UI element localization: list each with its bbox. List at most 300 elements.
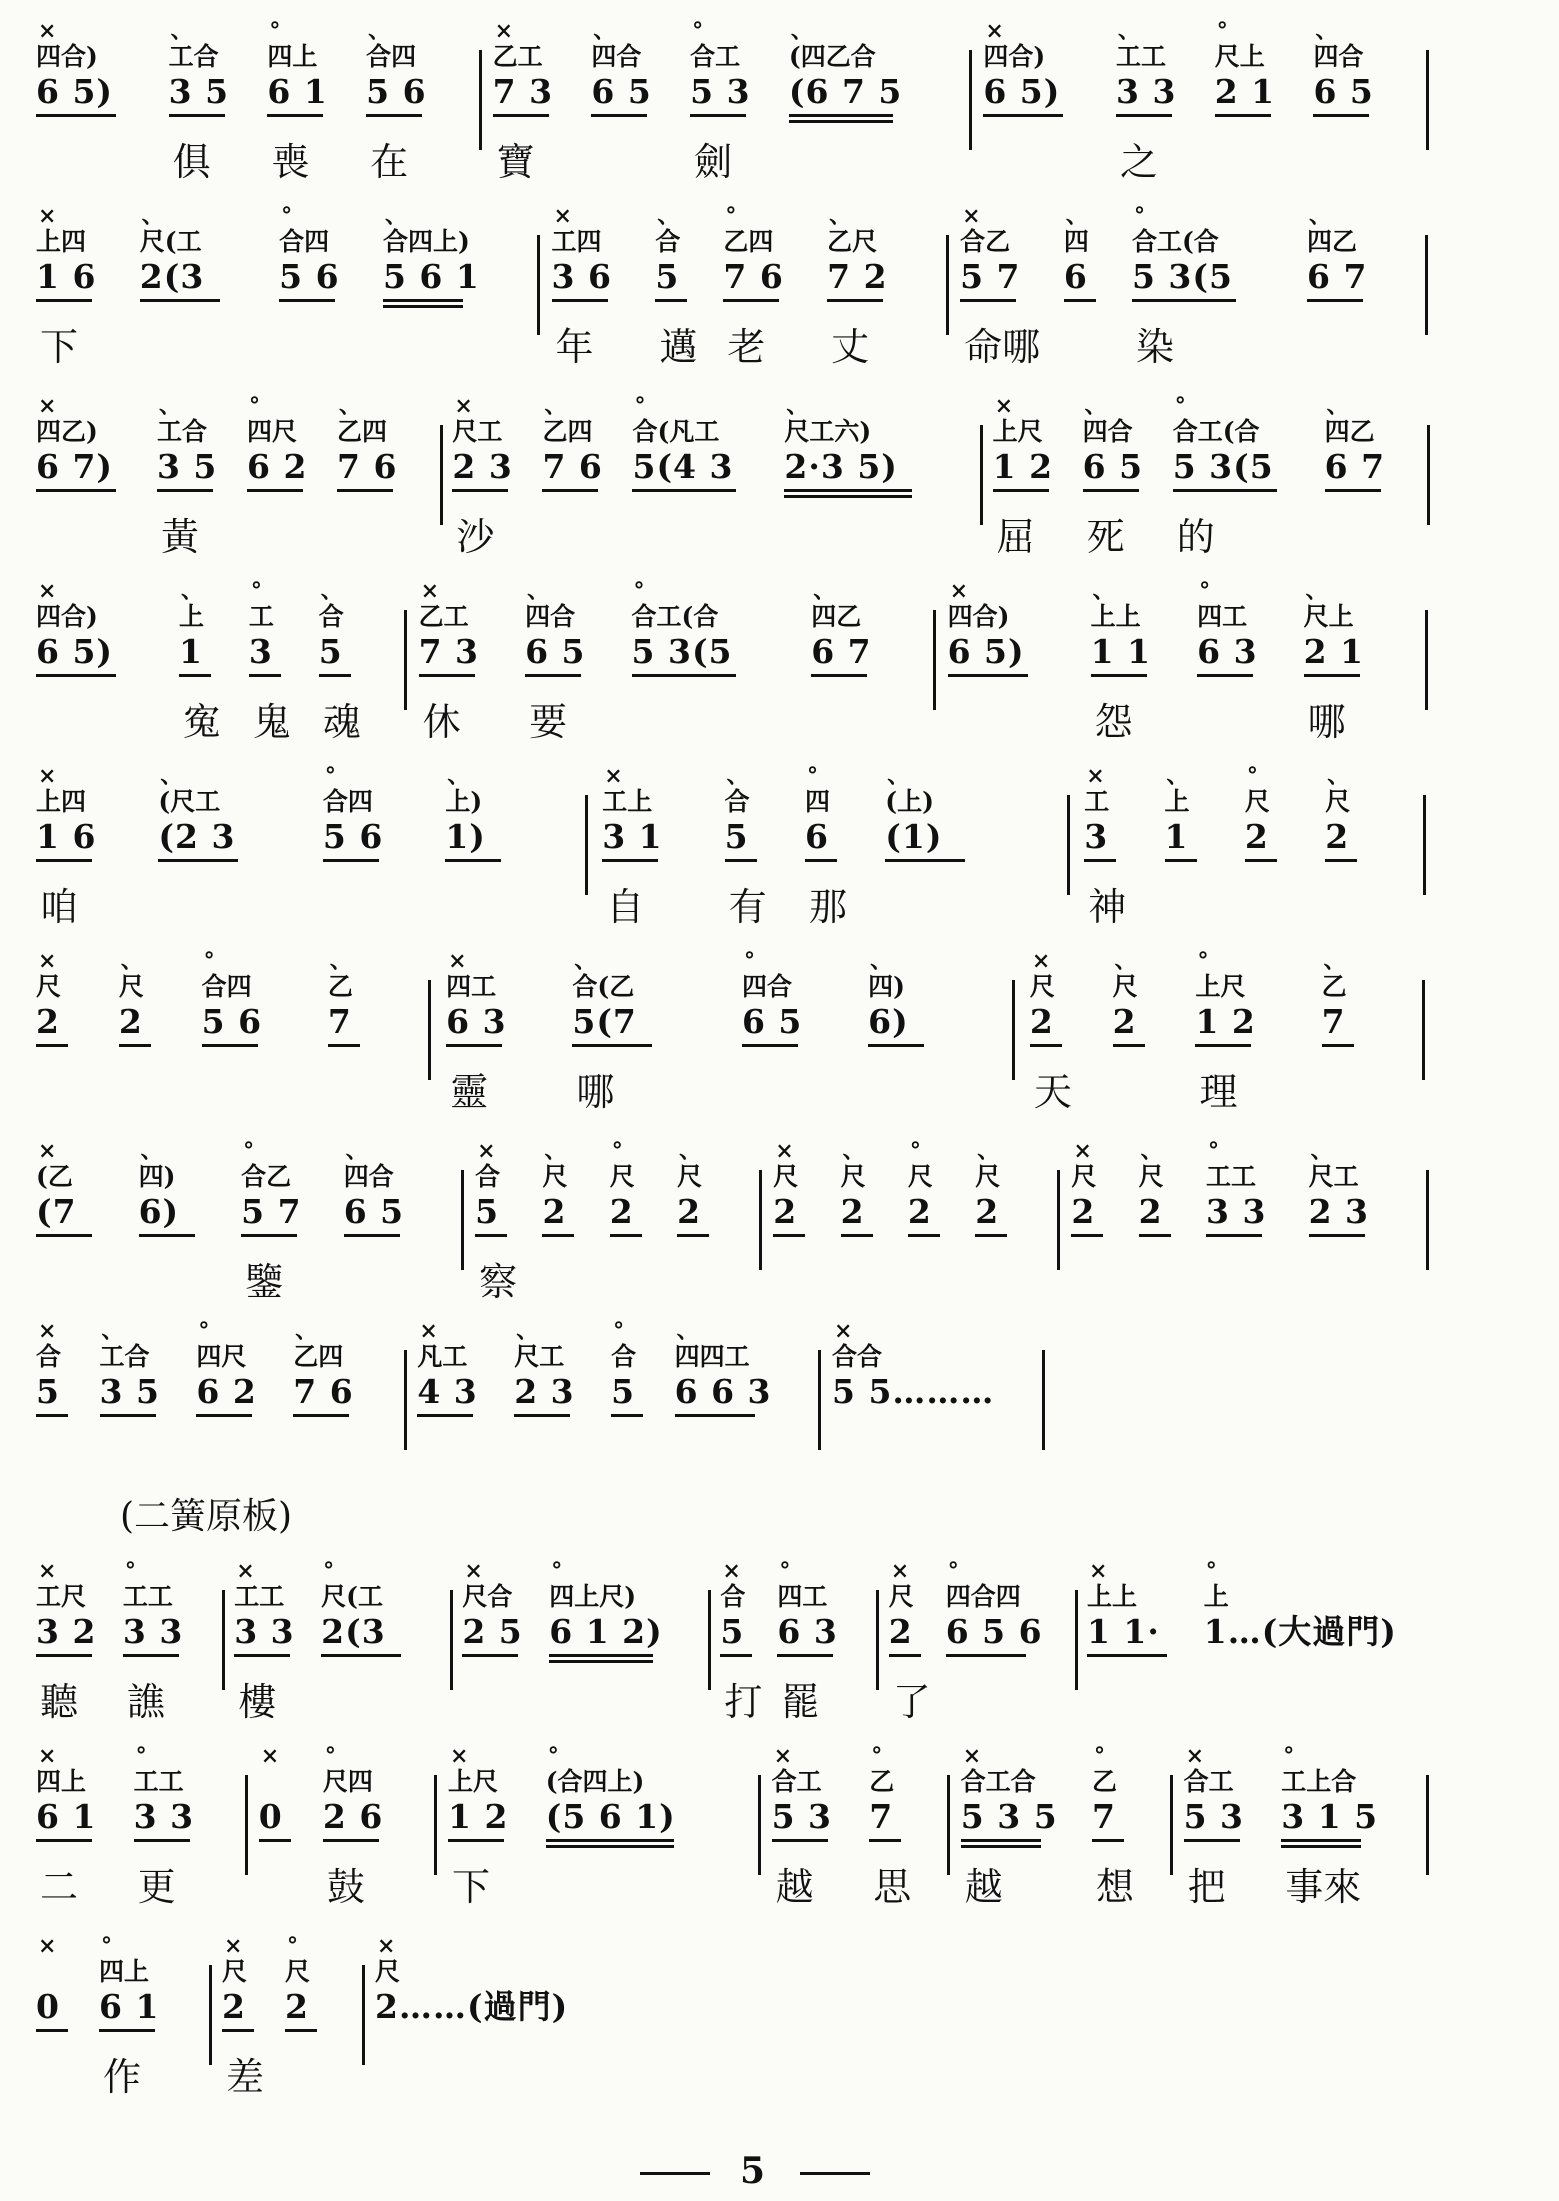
rhythm-underline — [448, 1839, 504, 1842]
gongche-notation: 合工 — [771, 1767, 822, 1796]
gongche-notation: 工上合 — [1281, 1767, 1357, 1796]
rhythm-underline — [1184, 1839, 1240, 1842]
lyric-text: 俱 — [172, 140, 211, 184]
beat-marker: × — [834, 1318, 853, 1344]
beat-marker: ° — [124, 1558, 136, 1584]
beat-marker: 、 — [141, 203, 164, 229]
beat-marker: ° — [135, 1743, 147, 1769]
lyric-text: 了 — [892, 1680, 931, 1724]
beat-marker: 、 — [1166, 763, 1189, 789]
rhythm-underline — [36, 1044, 68, 1047]
lyric-text: 怨 — [1094, 700, 1133, 744]
gongche-notation: 尺 — [222, 1957, 248, 1986]
lyric-text: 寶 — [496, 140, 535, 184]
beat-marker: ° — [250, 578, 262, 604]
gongche-notation: 工合 — [168, 42, 219, 71]
jianpu-notation: 6 5 — [343, 1192, 405, 1231]
jianpu-notation: 3 3 — [1116, 72, 1177, 111]
jianpu-notation: 7 — [1321, 1002, 1346, 1041]
gongche-notation: 四 — [1063, 227, 1089, 256]
beat-marker: × — [236, 1558, 255, 1584]
rhythm-underline — [1087, 1654, 1167, 1657]
rhythm-underline — [777, 1654, 833, 1657]
gongche-notation: 尺 — [840, 1162, 866, 1191]
gongche-notation: 合 — [655, 227, 681, 256]
jianpu-notation: 2 — [773, 1192, 798, 1231]
rhythm-underline — [36, 489, 116, 492]
rhythm-underline — [247, 489, 303, 492]
gongche-notation: 上尺 — [448, 1767, 499, 1796]
rhythm-underline — [908, 1234, 940, 1237]
gongche-notation: 乙工 — [492, 42, 543, 71]
beat-marker: × — [38, 1743, 57, 1769]
gongche-notation: 尺 — [118, 972, 144, 1001]
jianpu-notation: 3 2 — [36, 1612, 97, 1651]
rhythm-underline — [36, 299, 92, 302]
rhythm-underline — [1116, 114, 1172, 117]
barline — [1170, 1775, 1173, 1875]
jianpu-notation: 6 5) — [983, 72, 1061, 111]
jianpu-notation: 6 1 — [36, 1797, 97, 1836]
beat-marker: × — [1073, 1138, 1092, 1164]
lyric-text: 天 — [1033, 1070, 1072, 1114]
rhythm-underline — [285, 2029, 317, 2032]
rhythm-underline — [1139, 1234, 1171, 1237]
jianpu-notation: 6 5) — [36, 632, 114, 671]
barline — [708, 1590, 711, 1690]
gongche-notation: 四上 — [36, 1767, 87, 1796]
rhythm-underline — [572, 1044, 652, 1047]
gongche-notation: 工 — [1084, 787, 1110, 816]
beat-marker: 、 — [842, 1138, 865, 1164]
beat-marker: ° — [324, 1743, 336, 1769]
gongche-notation: 四合 — [1082, 417, 1133, 446]
rhythm-underline — [36, 859, 92, 862]
gongche-notation: 合工(合 — [1131, 227, 1219, 256]
jianpu-notation: 6 3 — [1197, 632, 1258, 671]
barline — [362, 1965, 365, 2065]
jianpu-notation: 6 3 — [446, 1002, 507, 1041]
beat-marker: 、 — [813, 578, 836, 604]
gongche-notation: 四尺 — [196, 1342, 247, 1371]
jianpu-notation: 1…(大過門) — [1203, 1612, 1397, 1651]
barline — [1427, 425, 1430, 525]
gongche-notation: 乙 — [1092, 1767, 1118, 1796]
jianpu-notation: 5 — [475, 1192, 500, 1231]
lyric-text: 打 — [724, 1680, 763, 1724]
rhythm-underline — [773, 1234, 805, 1237]
rhythm-underline — [1071, 1234, 1103, 1237]
beat-marker: ° — [743, 948, 755, 974]
lyric-text: 下 — [452, 1865, 491, 1909]
jianpu-notation: 6 5 — [1082, 447, 1144, 486]
rhythm-underline — [323, 859, 379, 862]
gongche-notation: 乙 — [327, 972, 353, 1001]
rhythm-underline — [36, 1839, 92, 1842]
lyric-text: 哪 — [1307, 700, 1346, 744]
beat-marker: 、 — [1326, 393, 1349, 419]
rhythm-underline — [841, 1234, 873, 1237]
rhythm-underline — [946, 1654, 1026, 1657]
beat-marker: × — [949, 578, 969, 604]
gongche-notation: 四乙 — [1307, 227, 1358, 256]
jianpu-notation: 2 1 — [1214, 72, 1276, 111]
jianpu-notation: 3 3 — [122, 1612, 184, 1651]
jianpu-notation: 3 6 — [551, 257, 612, 296]
lyric-text: 理 — [1199, 1070, 1238, 1114]
jianpu-notation: 6 5) — [947, 632, 1025, 671]
lyric-text: 命哪 — [964, 325, 1041, 369]
gongche-notation: 乙四 — [293, 1342, 344, 1371]
jianpu-notation: 7 2 — [827, 257, 888, 296]
beat-marker: 、 — [1309, 203, 1332, 229]
jianpu-notation: 6 3 — [777, 1612, 838, 1651]
gongche-notation: 乙四 — [723, 227, 774, 256]
rhythm-underline — [100, 1414, 156, 1417]
gongche-notation: 合 — [475, 1162, 501, 1191]
gongche-notation: 乙工 — [418, 602, 469, 631]
lyric-text: 更 — [137, 1865, 176, 1909]
jianpu-notation: 2 — [1138, 1192, 1163, 1231]
gongche-notation: 工 — [248, 602, 274, 631]
rhythm-underline — [632, 674, 736, 677]
barline — [428, 980, 431, 1080]
rhythm-underline — [948, 674, 1028, 677]
lyric-text: 鑒 — [245, 1260, 284, 1304]
jianpu-notation: 5 — [724, 817, 749, 856]
beat-marker: 、 — [870, 948, 893, 974]
jianpu-notation: 7 6 — [293, 1372, 354, 1411]
beat-marker: × — [994, 393, 1014, 419]
lyric-text: 作 — [103, 2055, 142, 2099]
lyric-text: 老 — [727, 325, 766, 369]
lyric-text: 屈 — [996, 515, 1035, 559]
rhythm-underline — [452, 489, 508, 492]
rhythm-underline — [725, 859, 757, 862]
rhythm-underline — [1113, 1044, 1145, 1047]
gongche-notation: 合四上) — [382, 227, 470, 256]
jianpu-notation: 7 — [869, 1797, 894, 1836]
beat-marker: × — [38, 763, 57, 789]
rhythm-underline — [677, 1234, 709, 1237]
lyric-text: 年 — [555, 325, 594, 369]
rhythm-underline — [655, 299, 687, 302]
jianpu-notation: 6 7 — [811, 632, 872, 671]
jianpu-notation: 3 3 — [1206, 1192, 1267, 1231]
gongche-notation: 尺 — [888, 1582, 914, 1611]
jianpu-notation: 6 6 3 — [674, 1372, 772, 1411]
rhythm-underline — [591, 114, 647, 117]
rhythm-underline — [1313, 114, 1369, 117]
gongche-notation: 上 — [179, 602, 205, 631]
rhythm-underline — [549, 1660, 653, 1663]
gongche-notation: 四合) — [36, 42, 98, 71]
gongche-notation: 合合 — [832, 1342, 883, 1371]
lyric-text: 丈 — [831, 325, 870, 369]
jianpu-notation: 2 — [542, 1192, 567, 1231]
rhythm-underline — [675, 1414, 755, 1417]
beat-marker: 、 — [1065, 203, 1088, 229]
rhythm-underline — [139, 1234, 195, 1237]
rhythm-underline — [742, 1044, 798, 1047]
rhythm-underline — [784, 495, 912, 498]
page-number: 5 — [740, 2150, 766, 2192]
gongche-notation: 四乙 — [1324, 417, 1375, 446]
rhythm-underline — [222, 2029, 254, 2032]
gongche-notation: 合四 — [366, 42, 417, 71]
jianpu-notation: 2(3 — [139, 257, 205, 296]
gongche-notation: 合工合 — [960, 1767, 1036, 1796]
beat-marker: 、 — [158, 393, 181, 419]
beat-marker: 、 — [977, 1138, 1000, 1164]
jianpu-notation: 2 3 — [514, 1372, 575, 1411]
jianpu-notation: 6 1 2) — [549, 1612, 663, 1651]
gongche-notation: 四合 — [591, 42, 642, 71]
jianpu-notation: 2 — [1325, 817, 1350, 856]
gongche-notation: 上) — [445, 787, 483, 816]
lyric-text: 在 — [370, 140, 409, 184]
barline — [245, 1775, 248, 1875]
beat-marker: × — [890, 1558, 910, 1584]
gongche-notation: 尺 — [542, 1162, 568, 1191]
beat-marker: ° — [1197, 948, 1209, 974]
jianpu-notation: 5 3 — [771, 1797, 832, 1836]
rhythm-underline — [552, 299, 608, 302]
jianpu-notation: 1 2 — [992, 447, 1054, 486]
gongche-notation: 工四 — [551, 227, 602, 256]
gongche-notation: 四) — [138, 1162, 176, 1191]
rhythm-underline — [328, 1044, 360, 1047]
beat-marker: ° — [909, 1138, 921, 1164]
beat-marker: × — [464, 1558, 483, 1584]
jianpu-notation: (2 3 — [158, 817, 236, 856]
beat-marker: ° — [324, 763, 336, 789]
rhythm-underline — [462, 1654, 518, 1657]
lyric-text: 寃 — [183, 700, 222, 744]
beat-marker: 、 — [1114, 948, 1137, 974]
beat-marker: ° — [547, 1743, 559, 1769]
beat-marker: × — [775, 1138, 794, 1164]
beat-marker: × — [722, 1558, 741, 1584]
beat-marker: ° — [806, 763, 818, 789]
gongche-notation: 尺 — [285, 1957, 311, 1986]
jianpu-notation: 5 7 — [960, 257, 1021, 296]
rhythm-underline — [1132, 299, 1236, 302]
gongche-notation: 合四 — [322, 787, 373, 816]
jianpu-notation: 5 6 — [279, 257, 340, 296]
rhythm-underline — [983, 114, 1063, 117]
rhythm-underline — [772, 1839, 828, 1842]
lyric-text: 察 — [479, 1260, 518, 1304]
beat-marker: 、 — [726, 763, 749, 789]
beat-marker: 、 — [516, 1318, 539, 1344]
beat-marker: × — [38, 393, 57, 419]
jianpu-notation: 2(3 — [321, 1612, 386, 1651]
rhythm-underline — [546, 1845, 674, 1848]
gongche-notation: 尺 — [1029, 972, 1055, 1001]
beat-marker: 、 — [679, 1138, 702, 1164]
barline — [222, 1590, 225, 1690]
beat-marker: × — [377, 1933, 396, 1959]
barline — [758, 1775, 761, 1875]
jianpu-notation: 2 3 — [1308, 1192, 1369, 1231]
jianpu-notation: 1 6 — [36, 257, 97, 296]
rhythm-underline — [1281, 1845, 1361, 1848]
jianpu-notation: 7 3 — [492, 72, 554, 111]
beat-marker: 、 — [447, 763, 470, 789]
jianpu-notation: 2 — [975, 1192, 1000, 1231]
barline — [450, 1590, 453, 1690]
lyric-text: 事來 — [1285, 1865, 1362, 1909]
gongche-notation: 四合 — [343, 1162, 394, 1191]
rhythm-underline — [119, 1044, 151, 1047]
rhythm-underline — [869, 1839, 901, 1842]
jianpu-notation: 1 — [179, 632, 204, 671]
beat-marker: × — [260, 1743, 280, 1769]
beat-marker: ° — [203, 948, 215, 974]
beat-marker: × — [1086, 763, 1105, 789]
gongche-notation: (上) — [885, 787, 934, 816]
barline — [1426, 1170, 1429, 1270]
lyric-text: 休 — [422, 700, 461, 744]
page-dash-right — [800, 2172, 870, 2175]
beat-marker: ° — [633, 578, 645, 604]
jianpu-notation: 5 6 1 — [382, 257, 480, 296]
lyric-text: 自 — [606, 885, 645, 929]
jianpu-notation: 2 — [285, 1987, 309, 2026]
lyric-text: 魂 — [322, 700, 361, 744]
jianpu-notation: 6 1 — [99, 1987, 160, 2026]
lyric-text: 下 — [40, 325, 79, 369]
rhythm-underline — [36, 674, 116, 677]
rhythm-underline — [383, 299, 463, 302]
rhythm-underline — [1064, 299, 1096, 302]
jianpu-notation: 1 2 — [1195, 1002, 1256, 1041]
jianpu-notation: 2……(過門) — [375, 1987, 569, 2026]
gongche-notation: 尺上 — [1214, 42, 1265, 71]
gongche-notation: 四工 — [777, 1582, 828, 1611]
jianpu-notation: 6 5 — [591, 72, 652, 111]
rhythm-underline — [960, 299, 1016, 302]
rhythm-underline — [1322, 1044, 1354, 1047]
gongche-notation: 尺 — [1325, 787, 1351, 816]
barline — [1075, 1590, 1078, 1690]
jianpu-notation: 5 3(5 — [1131, 257, 1233, 296]
gongche-notation: 工合 — [156, 417, 207, 446]
rhythm-underline — [1083, 489, 1139, 492]
beat-marker: 、 — [181, 578, 204, 604]
rhythm-underline — [344, 1234, 400, 1237]
jianpu-notation: 5 5……… — [832, 1372, 995, 1411]
rhythm-underline — [319, 674, 351, 677]
gongche-notation: 工工 — [1206, 1162, 1257, 1191]
jianpu-notation: 5(4 3 — [632, 447, 734, 486]
beat-marker: × — [38, 948, 57, 974]
jianpu-notation: 7 — [327, 1002, 352, 1041]
barline — [1425, 610, 1428, 710]
rhythm-underline — [514, 1414, 570, 1417]
gongche-notation: 上四 — [36, 227, 87, 256]
jianpu-notation: 3 — [1084, 817, 1109, 856]
beat-marker: ° — [871, 1743, 883, 1769]
jianpu-notation: 1) — [445, 817, 486, 856]
beat-marker: 、 — [1140, 1138, 1163, 1164]
barline — [947, 1775, 950, 1875]
jianpu-notation: 7 6 — [723, 257, 784, 296]
beat-marker: ° — [243, 1138, 255, 1164]
rhythm-underline — [321, 1654, 401, 1657]
barline — [209, 1965, 212, 2065]
rhythm-underline — [140, 299, 220, 302]
barline — [980, 425, 983, 525]
jianpu-notation: (5 6 1) — [545, 1797, 676, 1836]
jianpu-notation: 6 7 — [1307, 257, 1368, 296]
beat-marker: ° — [1205, 1558, 1217, 1584]
rhythm-underline — [36, 114, 116, 117]
beat-marker: 、 — [101, 1318, 124, 1344]
gongche-notation: 尺 — [1138, 1162, 1164, 1191]
section-label: (二簧原板) — [120, 1496, 293, 1537]
beat-marker: 、 — [140, 1138, 163, 1164]
beat-marker: × — [553, 203, 572, 229]
barline — [1422, 980, 1425, 1080]
barline — [479, 50, 482, 150]
beat-marker: ° — [1174, 393, 1186, 419]
rhythm-underline — [366, 114, 422, 117]
lyric-text: 思 — [873, 1865, 912, 1909]
jianpu-notation: (7 — [36, 1192, 77, 1231]
rhythm-underline — [1215, 114, 1271, 117]
beat-marker: × — [38, 1138, 57, 1164]
rhythm-underline — [1030, 1044, 1062, 1047]
beat-marker: × — [477, 1138, 496, 1164]
lyric-text: 鬼 — [252, 700, 291, 744]
rhythm-underline — [1304, 674, 1360, 677]
gongche-notation: 四合 — [1313, 42, 1364, 71]
beat-marker: 、 — [1305, 578, 1328, 604]
beat-marker: × — [494, 18, 514, 44]
gongche-notation: 四合 — [525, 602, 576, 631]
beat-marker: ° — [1283, 1743, 1295, 1769]
gongche-notation: 上四 — [36, 787, 87, 816]
rhythm-underline — [1206, 1234, 1262, 1237]
rhythm-underline — [234, 1654, 290, 1657]
rhythm-underline — [549, 1654, 653, 1657]
rhythm-underline — [610, 1234, 642, 1237]
rhythm-underline — [158, 859, 238, 862]
rhythm-underline — [36, 1654, 92, 1657]
beat-marker: × — [962, 203, 981, 229]
lyric-text: 之 — [1120, 140, 1159, 184]
lyric-text: 染 — [1135, 325, 1174, 369]
beat-marker: 、 — [368, 18, 391, 44]
gongche-notation: 四工 — [1197, 602, 1248, 631]
rhythm-underline — [157, 489, 213, 492]
gongche-notation: 上 — [1203, 1582, 1229, 1611]
barline — [404, 1350, 407, 1450]
beat-marker: ° — [1216, 18, 1228, 44]
beat-marker: 、 — [829, 203, 852, 229]
rhythm-underline — [789, 114, 893, 117]
lyric-text: 邁 — [659, 325, 698, 369]
gongche-notation: 乙尺 — [827, 227, 878, 256]
beat-marker: 、 — [384, 203, 407, 229]
rhythm-underline — [475, 1234, 507, 1237]
rhythm-underline — [1195, 1044, 1251, 1047]
beat-marker: 、 — [786, 393, 809, 419]
gongche-notation: 四) — [868, 972, 905, 1001]
rhythm-underline — [36, 1234, 92, 1237]
